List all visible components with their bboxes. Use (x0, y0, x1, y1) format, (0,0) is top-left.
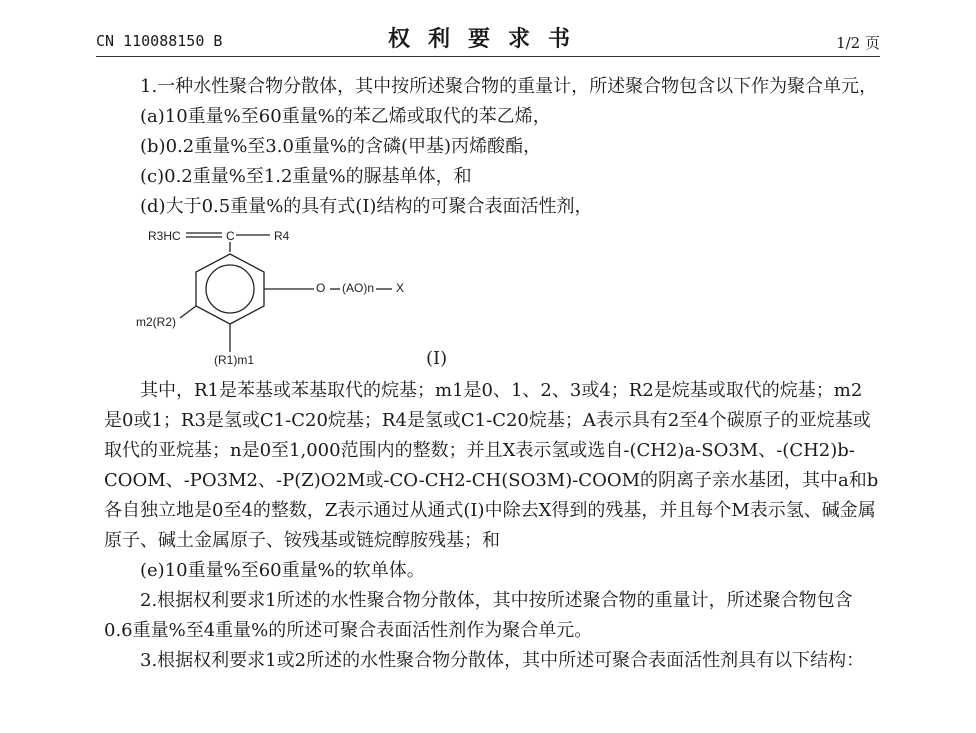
claim-1-item-e: (e)10重量%至60重量%的软单体。 (140, 560, 425, 581)
formula-r4: R4 (274, 229, 290, 243)
claim-1-item-b: (b)0.2重量%至3.0重量%的含磷(甲基)丙烯酸酯， (140, 136, 542, 157)
claim-1-definitions: 其中，R1是苯基或苯基取代的烷基；m1是0、1、2、3或4；R2是烷基或取代的烷基；m2是0或1；R3是氢或C1-C20烷基；R4是氢或C1-C20烷基；A表示具有2至4个碳原子的亚烷基或取代的亚烷基；n是0至1,000范围内的整数；并且X表示氢或选自-(CH2)a-SO3M、-(CH2)b-COOM、-PO3M2、-P(Z)O2M或-CO-CH2-CH(SO3M)-COOM的阴离子亲水基团，其中a和b各自独立地是0至4的整数，Z表示通过从通式(I)中除去X得到的残基，并且每个M表示氢、碱金属原子、碱土金属原子、铵残基或链烷醇胺残基；和 (104, 380, 879, 551)
chemical-structure-formula-i (104, 226, 880, 374)
header-divider (96, 56, 880, 57)
formula-r1m1: (R1)m1 (214, 353, 255, 367)
claim-1-intro: 1.一种水性聚合物分散体，其中按所述聚合物的重量计，所述聚合物包含以下作为聚合单元， (140, 76, 878, 97)
claims-body (104, 72, 880, 676)
claim-1-item-a: (a)10重量%至60重量%的苯乙烯或取代的苯乙烯， (140, 106, 551, 127)
structure-diagram (134, 226, 464, 374)
document-title: 权利要求书 (387, 26, 588, 52)
page-header (96, 18, 880, 56)
formula-o: O (316, 281, 326, 295)
formula-c: C (226, 229, 235, 243)
formula-x: X (396, 281, 405, 295)
page-number: 1/2 页 (836, 34, 880, 52)
claim-3: 3.根据权利要求1或2所述的水性聚合物分散体，其中所述可聚合表面活性剂具有以下结构： (140, 650, 865, 671)
formula-r3hc: R3HC (148, 229, 181, 243)
claim-1-item-c: (c)0.2重量%至1.2重量%的脲基单体，和 (140, 166, 472, 187)
claim-2: 2.根据权利要求1所述的水性聚合物分散体，其中按所述聚合物的重量计，所述聚合物包含0.6重量%至4重量%的所述可聚合表面活性剂作为聚合单元。 (104, 590, 853, 641)
formula-label: (I) (426, 348, 448, 369)
claim-1-item-d: (d)大于0.5重量%的具有式(I)结构的可聚合表面活性剂， (140, 196, 593, 217)
publication-number: CN 110088150 B (96, 32, 223, 50)
formula-m2r2: m2(R2) (136, 315, 177, 329)
formula-ao: (AO)n (342, 281, 375, 295)
